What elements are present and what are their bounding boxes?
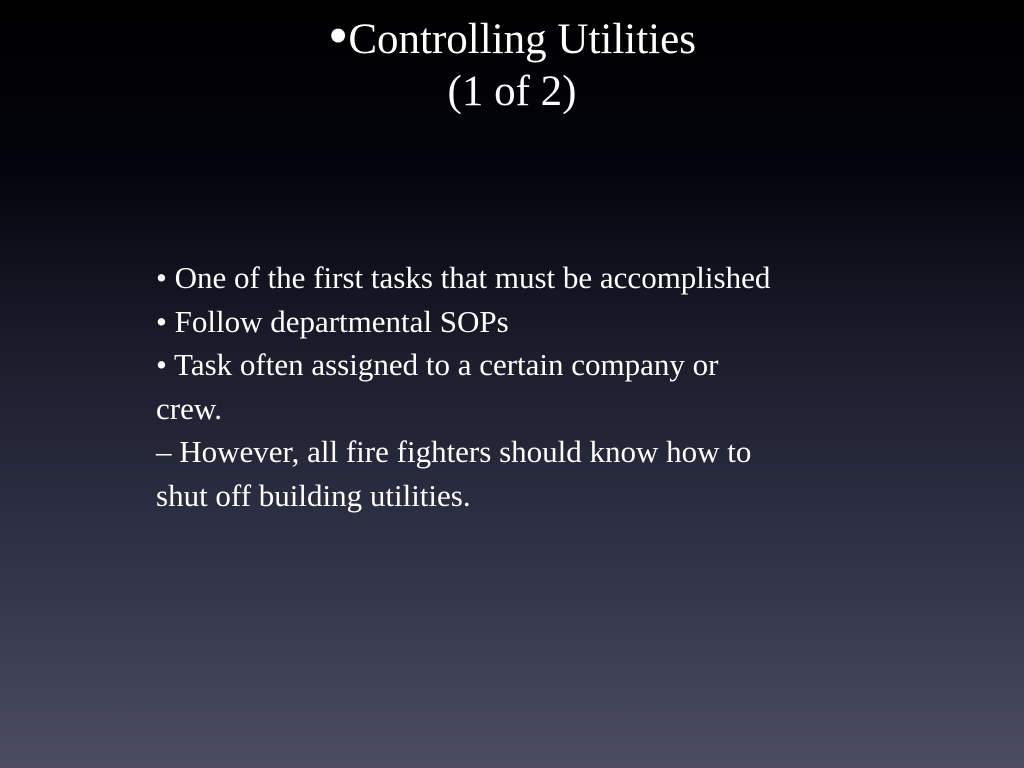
body-line: crew. (156, 390, 222, 426)
title-line-2: (1 of 2) (447, 68, 577, 115)
slide-title (0, 3, 1024, 118)
title-bullet: • (328, 3, 349, 68)
slide-body (156, 256, 896, 517)
body-line: • Follow departmental SOPs (156, 303, 509, 339)
body-line: • Task often assigned to a certain company or (156, 347, 719, 382)
title-text: Controlling Utilities (348, 16, 696, 63)
body-line: shut off building utilities. (156, 477, 471, 513)
body-line: – However, all fire fighters should know how to (156, 434, 752, 469)
title-line-1 (0, 3, 1024, 68)
body-line: • One of the first tasks that must be accomplished (156, 260, 771, 295)
